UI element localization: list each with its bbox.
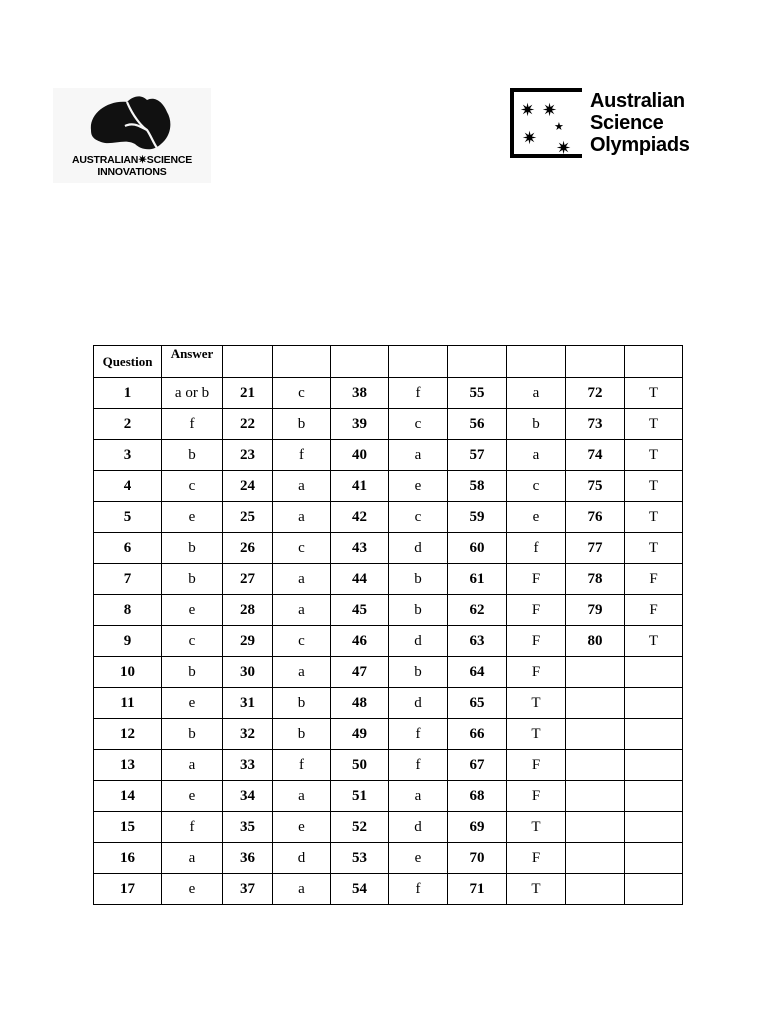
question-number-cell: [566, 812, 625, 843]
question-number-cell: 70: [448, 843, 507, 874]
australia-map-icon: [81, 92, 181, 154]
asi-logo: [53, 88, 211, 183]
answer-cell: e: [389, 843, 448, 874]
answer-cell: f: [389, 378, 448, 409]
svg-text:✷: ✷: [520, 100, 536, 121]
question-number-cell: [566, 719, 625, 750]
answer-cell: [625, 874, 683, 905]
question-number-cell: 28: [223, 595, 273, 626]
answer-cell: d: [389, 812, 448, 843]
question-number-cell: 53: [331, 843, 389, 874]
question-number-cell: 31: [223, 688, 273, 719]
question-number-cell: 24: [223, 471, 273, 502]
answer-cell: a: [389, 781, 448, 812]
answer-cell: b: [162, 440, 223, 471]
aso-word: Science: [590, 112, 664, 134]
question-number-cell: 33: [223, 750, 273, 781]
question-number-cell: 62: [448, 595, 507, 626]
answer-cell: d: [273, 843, 331, 874]
answer-cell: a: [162, 843, 223, 874]
question-number-cell: [566, 750, 625, 781]
answer-cell: b: [507, 409, 566, 440]
question-number-cell: 48: [331, 688, 389, 719]
question-number-cell: 12: [94, 719, 162, 750]
question-number-cell: 21: [223, 378, 273, 409]
answer-cell: F: [507, 843, 566, 874]
answer-cell: a or b: [162, 378, 223, 409]
question-number-cell: 75: [566, 471, 625, 502]
table-header-cell: [273, 346, 331, 378]
question-number-cell: 13: [94, 750, 162, 781]
question-number-cell: 58: [448, 471, 507, 502]
question-number-cell: [566, 874, 625, 905]
question-number-cell: 23: [223, 440, 273, 471]
answer-cell: e: [162, 874, 223, 905]
question-number-cell: 57: [448, 440, 507, 471]
question-number-cell: 9: [94, 626, 162, 657]
question-number-cell: 77: [566, 533, 625, 564]
svg-text:✷: ✷: [542, 100, 558, 121]
answer-cell: b: [162, 533, 223, 564]
answer-cell: [625, 843, 683, 874]
answer-cell: T: [625, 378, 683, 409]
question-number-cell: 42: [331, 502, 389, 533]
answer-cell: [625, 812, 683, 843]
question-number-cell: 44: [331, 564, 389, 595]
answer-cell: [625, 657, 683, 688]
svg-text:✷: ✷: [556, 138, 572, 158]
table-row: [94, 750, 683, 781]
table-row: [94, 626, 683, 657]
aso-word: Australian: [590, 90, 685, 112]
answer-cell: c: [162, 626, 223, 657]
answer-cell: T: [507, 719, 566, 750]
answer-cell: a: [273, 471, 331, 502]
answer-cell: T: [625, 533, 683, 564]
table-row: [94, 409, 683, 440]
question-number-cell: 61: [448, 564, 507, 595]
question-number-cell: 39: [331, 409, 389, 440]
question-number-cell: 67: [448, 750, 507, 781]
question-number-cell: 8: [94, 595, 162, 626]
answer-cell: b: [273, 719, 331, 750]
question-number-cell: 11: [94, 688, 162, 719]
table-row: [94, 595, 683, 626]
southern-cross-stars-icon: [514, 92, 582, 158]
question-number-cell: 49: [331, 719, 389, 750]
question-number-cell: 69: [448, 812, 507, 843]
answer-cell: f: [162, 409, 223, 440]
question-number-cell: 56: [448, 409, 507, 440]
answer-cell: a: [273, 781, 331, 812]
question-number-cell: 36: [223, 843, 273, 874]
question-number-cell: 63: [448, 626, 507, 657]
aso-word: Olympiads: [590, 134, 690, 156]
table-header-cell: [331, 346, 389, 378]
table-row: [94, 812, 683, 843]
question-number-cell: 74: [566, 440, 625, 471]
answer-cell: d: [389, 533, 448, 564]
question-number-cell: 40: [331, 440, 389, 471]
table-header-cell: Answer: [162, 346, 223, 378]
table-row: [94, 657, 683, 688]
answer-cell: c: [389, 409, 448, 440]
question-number-cell: 46: [331, 626, 389, 657]
question-number-cell: [566, 688, 625, 719]
question-number-cell: 1: [94, 378, 162, 409]
table-header-cell: [223, 346, 273, 378]
answer-cell: [625, 688, 683, 719]
answer-cell: a: [507, 378, 566, 409]
answer-cell: b: [389, 657, 448, 688]
answer-cell: [625, 719, 683, 750]
question-number-cell: 50: [331, 750, 389, 781]
question-number-cell: 16: [94, 843, 162, 874]
question-number-cell: 26: [223, 533, 273, 564]
question-number-cell: 66: [448, 719, 507, 750]
question-number-cell: 47: [331, 657, 389, 688]
question-number-cell: [566, 657, 625, 688]
answer-cell: e: [507, 502, 566, 533]
question-number-cell: 59: [448, 502, 507, 533]
answer-cell: d: [389, 688, 448, 719]
answer-cell: c: [273, 378, 331, 409]
answer-cell: a: [273, 657, 331, 688]
answer-cell: c: [162, 471, 223, 502]
answer-cell: f: [162, 812, 223, 843]
table-header-cell: [448, 346, 507, 378]
answer-cell: T: [507, 812, 566, 843]
answer-cell: b: [162, 657, 223, 688]
answer-cell: c: [389, 502, 448, 533]
question-number-cell: 41: [331, 471, 389, 502]
table-row: [94, 502, 683, 533]
question-number-cell: 30: [223, 657, 273, 688]
answer-cell: [625, 750, 683, 781]
answer-cell: e: [162, 502, 223, 533]
answer-cell: F: [507, 750, 566, 781]
question-number-cell: 55: [448, 378, 507, 409]
question-number-cell: 52: [331, 812, 389, 843]
answer-cell: e: [273, 812, 331, 843]
aso-logo-frame: [510, 88, 582, 158]
table-header-cell: [625, 346, 683, 378]
question-number-cell: 72: [566, 378, 625, 409]
answer-cell: a: [507, 440, 566, 471]
answer-cell: a: [273, 874, 331, 905]
answer-cell: f: [389, 750, 448, 781]
answer-cell: F: [507, 595, 566, 626]
table-header-cell: Question: [94, 346, 162, 378]
question-number-cell: 5: [94, 502, 162, 533]
answer-cell: a: [162, 750, 223, 781]
question-number-cell: 78: [566, 564, 625, 595]
question-number-cell: 60: [448, 533, 507, 564]
question-number-cell: 54: [331, 874, 389, 905]
question-number-cell: 29: [223, 626, 273, 657]
answer-cell: b: [162, 719, 223, 750]
answer-cell: T: [507, 688, 566, 719]
question-number-cell: 73: [566, 409, 625, 440]
answer-cell: f: [273, 750, 331, 781]
answer-cell: e: [389, 471, 448, 502]
table-row: [94, 781, 683, 812]
answer-cell: T: [625, 471, 683, 502]
answer-cell: T: [625, 626, 683, 657]
table-header-cell: [566, 346, 625, 378]
table-row: [94, 533, 683, 564]
question-number-cell: 27: [223, 564, 273, 595]
answer-cell: b: [273, 688, 331, 719]
answer-cell: T: [507, 874, 566, 905]
answer-cell: [625, 781, 683, 812]
question-number-cell: 43: [331, 533, 389, 564]
table-row: [94, 564, 683, 595]
answer-cell: f: [389, 719, 448, 750]
answer-cell: a: [389, 440, 448, 471]
question-number-cell: 38: [331, 378, 389, 409]
question-number-cell: 64: [448, 657, 507, 688]
question-number-cell: 25: [223, 502, 273, 533]
question-number-cell: 10: [94, 657, 162, 688]
question-number-cell: 22: [223, 409, 273, 440]
answer-cell: f: [507, 533, 566, 564]
question-number-cell: 79: [566, 595, 625, 626]
asi-logo-line2: INNOVATIONS: [97, 166, 167, 178]
question-number-cell: 45: [331, 595, 389, 626]
answer-cell: T: [625, 502, 683, 533]
question-number-cell: 14: [94, 781, 162, 812]
answer-key-table: [93, 345, 683, 905]
question-number-cell: 2: [94, 409, 162, 440]
answer-cell: f: [389, 874, 448, 905]
answer-cell: F: [625, 595, 683, 626]
question-number-cell: [566, 843, 625, 874]
answer-cell: a: [273, 564, 331, 595]
table-row: [94, 843, 683, 874]
answer-cell: F: [507, 657, 566, 688]
question-number-cell: 3: [94, 440, 162, 471]
answer-cell: b: [389, 595, 448, 626]
answer-cell: T: [625, 409, 683, 440]
answer-cell: T: [625, 440, 683, 471]
answer-cell: e: [162, 595, 223, 626]
table-row: [94, 440, 683, 471]
question-number-cell: 32: [223, 719, 273, 750]
aso-logo-wordmark: [590, 90, 690, 156]
answer-cell: e: [162, 781, 223, 812]
answer-cell: c: [273, 533, 331, 564]
question-number-cell: 6: [94, 533, 162, 564]
answer-cell: b: [389, 564, 448, 595]
question-number-cell: 37: [223, 874, 273, 905]
answer-cell: c: [273, 626, 331, 657]
answer-cell: F: [507, 626, 566, 657]
question-number-cell: [566, 781, 625, 812]
table-header-cell: [389, 346, 448, 378]
question-number-cell: 71: [448, 874, 507, 905]
question-number-cell: 65: [448, 688, 507, 719]
table-row: [94, 471, 683, 502]
answer-cell: a: [273, 595, 331, 626]
question-number-cell: 34: [223, 781, 273, 812]
answer-cell: f: [273, 440, 331, 471]
table-header-row: [94, 346, 683, 378]
answer-cell: b: [162, 564, 223, 595]
question-number-cell: 35: [223, 812, 273, 843]
table-row: [94, 719, 683, 750]
question-number-cell: 76: [566, 502, 625, 533]
question-number-cell: 80: [566, 626, 625, 657]
table-row: [94, 874, 683, 905]
answer-cell: c: [507, 471, 566, 502]
table-row: [94, 688, 683, 719]
answer-cell: e: [162, 688, 223, 719]
question-number-cell: 51: [331, 781, 389, 812]
table-header-cell: [507, 346, 566, 378]
question-number-cell: 15: [94, 812, 162, 843]
question-number-cell: 68: [448, 781, 507, 812]
question-number-cell: 17: [94, 874, 162, 905]
question-number-cell: 4: [94, 471, 162, 502]
question-number-cell: 7: [94, 564, 162, 595]
answer-cell: b: [273, 409, 331, 440]
aso-logo: [510, 88, 710, 162]
asi-logo-line1: AUSTRALIAN✷SCIENCE: [71, 154, 193, 166]
answer-cell: F: [625, 564, 683, 595]
svg-text:✷: ✷: [522, 128, 538, 149]
svg-text:★: ★: [554, 120, 564, 133]
answer-cell: F: [507, 564, 566, 595]
answer-cell: F: [507, 781, 566, 812]
answer-cell: d: [389, 626, 448, 657]
table-row: [94, 378, 683, 409]
answer-cell: a: [273, 502, 331, 533]
